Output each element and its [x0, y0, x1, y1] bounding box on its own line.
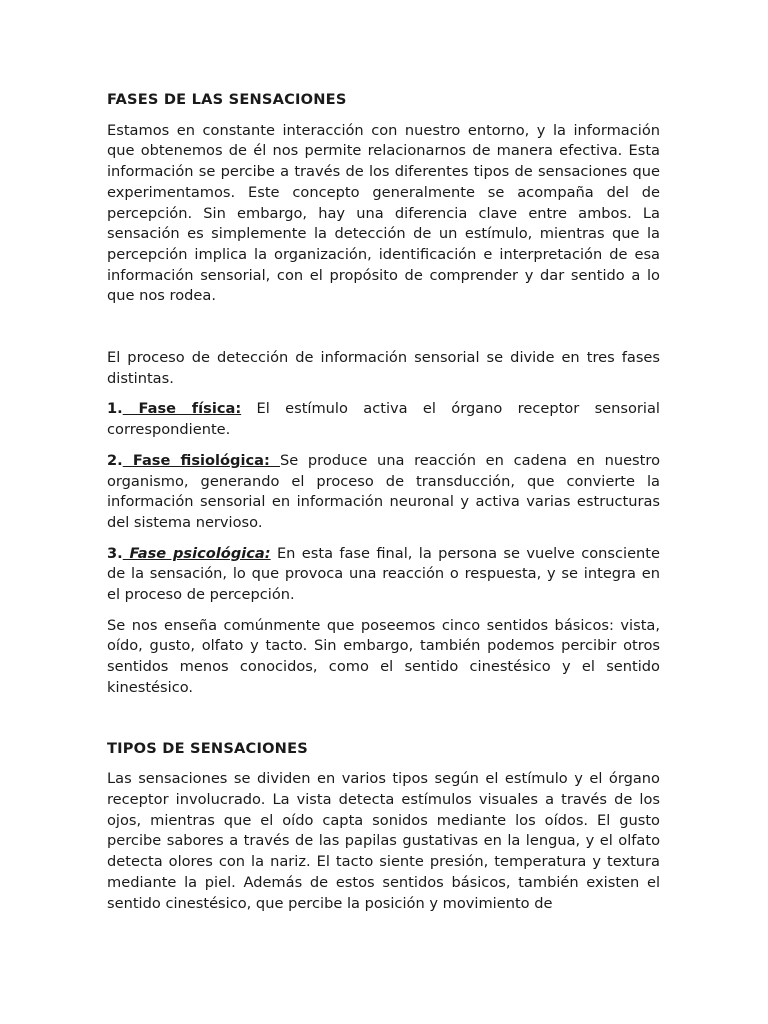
tipos-paragraph: Las sensaciones se dividen en varios tipos según el estímulo y el órgano receptor involucrado. La vista detecta estímulos visuales a través de los ojos, mientras que el oído capta sonidos mediante los oídos. El gusto percibe sabores a través de las papilas gustativas en la lengua, y el olfato detecta olores con la nariz. El tacto siente presión, temperatura y textura mediante la piel. Además de estos sentidos básicos, también existen el sentido cinestésico, que percibe la posición y movimiento de: [107, 770, 660, 912]
spacer: [107, 709, 660, 739]
phase-number: 2.: [107, 451, 123, 469]
intro-paragraph: Estamos en constante interacción con nuestro entorno, y la información que obtenemos de él nos permite relacionarnos de manera efectiva. Esta información se percibe a través de los diferentes tipos de sensaciones que experimentamos. Este concepto generalmente se acompaña del de percepción. Sin embargo, hay una diferencia clave entre ambos. La sensación es simplemente la detección de un estímulo, mientras que la percepción implica la organización, identificación e interpretación de esa información sensorial, con el propósito de comprender y dar sentido a lo que nos rodea.: [107, 121, 660, 305]
senses-paragraph: Se nos enseña comúnmente que poseemos cinco sentidos básicos: vista, oído, gusto, olfato y tacto. Sin embargo, también podemos percibir otros sentidos menos conocidos, como el sentido cinestésico y el sentido kinestésico.: [107, 616, 660, 696]
phase-name: Fase física:: [122, 400, 242, 418]
phase-name: Fase psicológica:: [122, 544, 271, 562]
spacer: [107, 317, 660, 348]
phase-item-fisiologica: [107, 451, 660, 534]
phase-description: El estímulo activa el órgano receptor sensorial correspondiente.: [107, 400, 660, 439]
process-paragraph: El proceso de detección de información sensorial se divide en tres fases distintas.: [107, 349, 660, 387]
phase-item-psicologica: [107, 544, 660, 606]
phase-number: 1.: [107, 400, 123, 418]
section-title-tipos: TIPOS DE SENSACIONES: [107, 739, 308, 757]
document-page: [107, 90, 660, 924]
section-title-fases: FASES DE LAS SENSACIONES: [107, 91, 347, 108]
phase-item-fisica: [107, 399, 660, 440]
phase-description: En esta fase final, la persona se vuelve consciente de la sensación, lo que provoca una reacción o respuesta, y se integra en el proceso de percepción.: [107, 544, 661, 604]
phase-description: Se produce una reacción en cadena en nuestro organismo, generando el proceso de transducción, que convierte la información sensorial en información neuronal y activa varias estructuras del sistema nervioso.: [107, 451, 660, 531]
phase-number: 3.: [107, 544, 123, 562]
phase-name: Fase fisiológica:: [122, 451, 280, 469]
